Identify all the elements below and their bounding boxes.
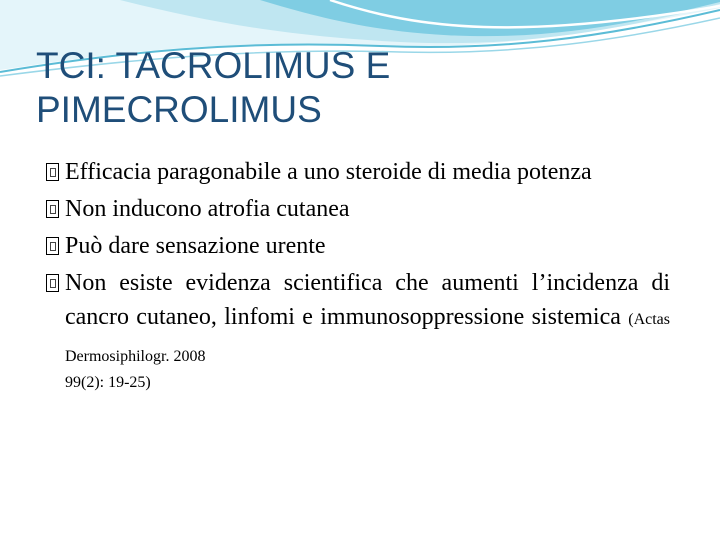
list-item: [46, 192, 670, 226]
bullet-text: Efficacia paragonabile a uno steroide di media potenza: [65, 159, 592, 185]
citation: (Actas Dermosiphilogr. 2008: [65, 311, 671, 365]
missing-glyph-icon: [46, 237, 59, 255]
bullet-text: Non esiste evidenza scientifica che aumenti l’incidenza di cancro cutaneo, linfomi e immunosoppressione sistemica: [65, 270, 670, 330]
missing-glyph-icon: [46, 274, 59, 292]
list-item: [46, 266, 670, 396]
citation-continued: 99(2): 19-25): [65, 374, 151, 391]
bullet-text: Non inducono atrofia cutanea: [65, 196, 350, 222]
bullet-list: [46, 155, 670, 399]
missing-glyph-icon: [46, 163, 59, 181]
list-item: [46, 155, 670, 189]
slide-title: TCI: TACROLIMUS E PIMECROLIMUS: [36, 45, 391, 130]
bullet-text: Può dare sensazione urente: [65, 233, 326, 259]
missing-glyph-icon: [46, 200, 59, 218]
list-item: [46, 229, 670, 263]
